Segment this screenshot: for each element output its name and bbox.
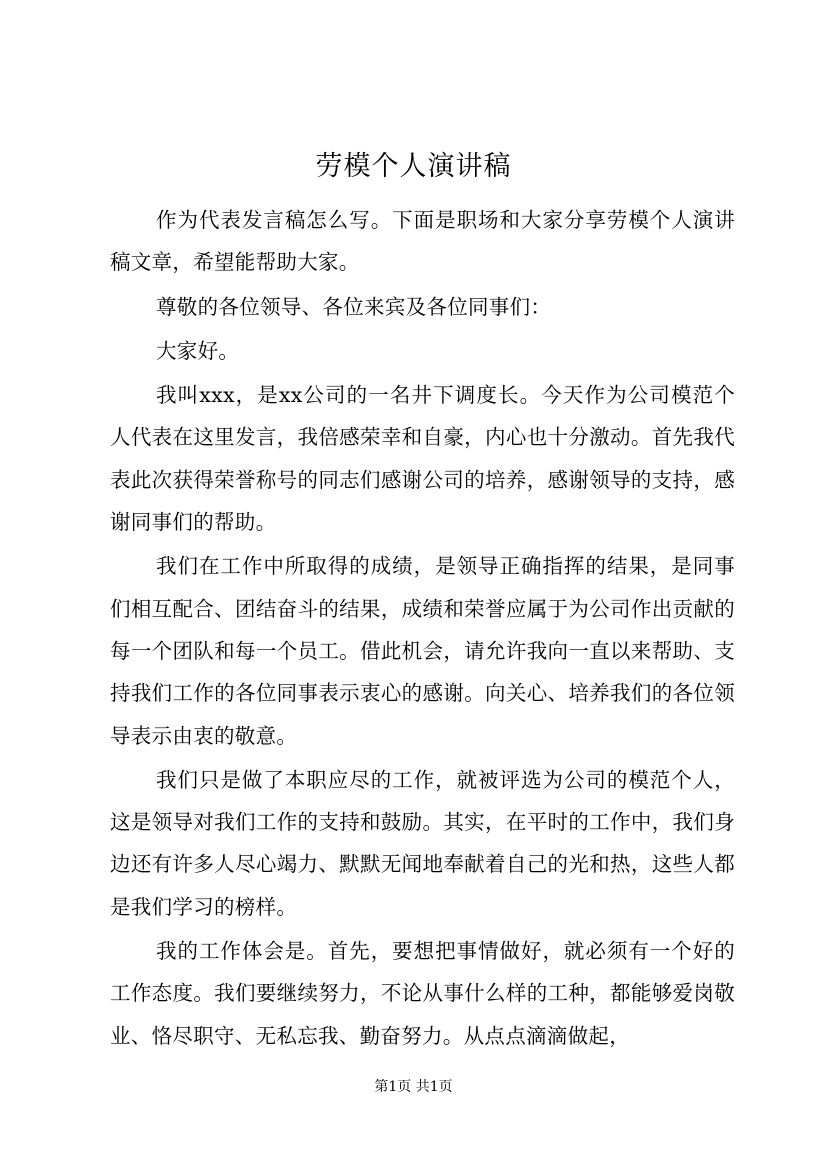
paragraph-salutation: 尊敬的各位领导、各位来宾及各位同事们：	[156, 294, 552, 319]
paragraph-achievements: 我们在工作中所取得的成绩，是领导正确指挥的结果，是同事们相互配合、团结奋斗的结果，成绩和荣誉应属于为公司作出贡献的每一个团队和每一个员工。借此机会，请允许我向一直以来帮助、支持我们工作的各位同事表示衷心的感谢。向关心、培养我们的各位领导表示由衷的敬意。	[110, 554, 735, 748]
paragraph-self-introduction: 我叫xxx，是xx公司的一名井下调度长。今天作为公司模范个人代表在这里发言，我倍感荣幸和自豪，内心也十分激动。首先我代表此次获得荣誉称号的同志们感谢公司的培养，感谢领导的支持，感谢同事们的帮助。	[110, 383, 735, 535]
paragraph-intro: 作为代表发言稿怎么写。下面是职场和大家分享劳模个人演讲稿文章，希望能帮助大家。	[110, 208, 735, 275]
paragraph-role-models: 我们只是做了本职应尽的工作，就被评选为公司的模范个人，这是领导对我们工作的支持和鼓励。其实，在平时的工作中，我们身边还有许多人尽心竭力、默默无闻地奉献着自己的光和热，这些人都是我们学习的榜样。	[110, 767, 735, 919]
document-body	[110, 199, 735, 1059]
page-number-footer: 第1页 共1页	[374, 1079, 453, 1095]
paragraph-work-experience: 我的工作体会是。首先，要想把事情做好，就必须有一个好的工作态度。我们要继续努力，不论从事什么样的工种，都能够爱岗敬业、恪尽职守、无私忘我、勤奋努力。从点点滴滴做起，	[110, 939, 735, 1048]
document-title: 劳模个人演讲稿	[315, 151, 512, 182]
paragraph-greeting: 大家好。	[156, 338, 240, 363]
